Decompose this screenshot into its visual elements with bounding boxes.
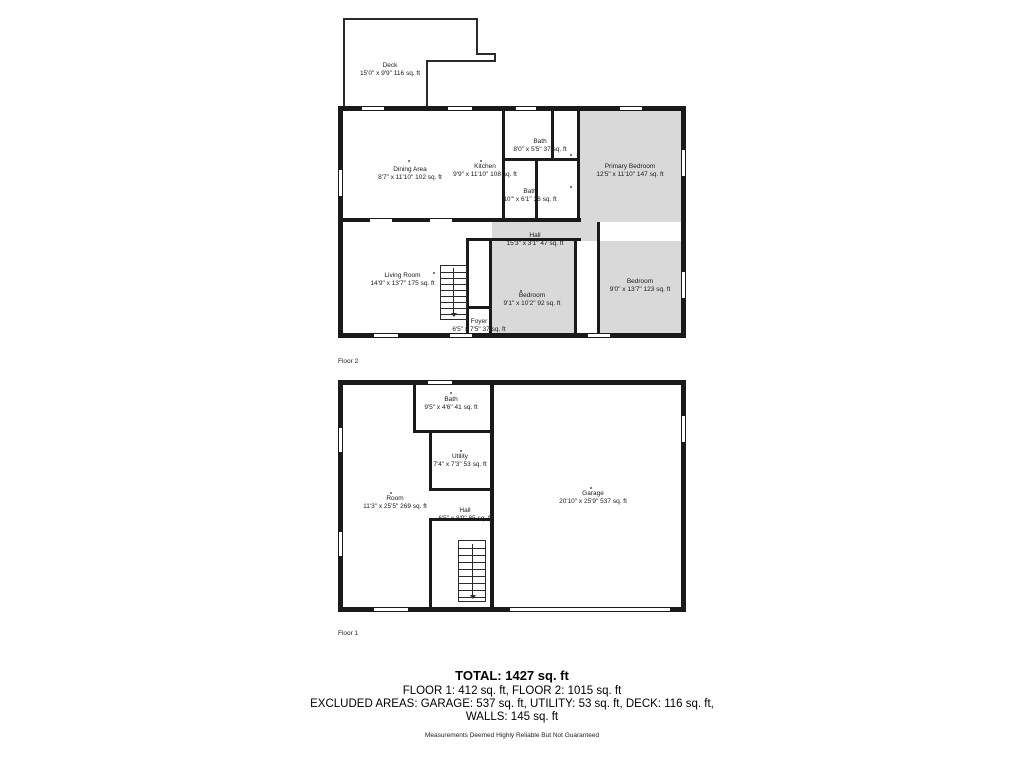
window-top-1 <box>362 107 384 110</box>
deck-wall-connector <box>426 60 476 62</box>
window-top-4 <box>620 107 642 110</box>
wall-utility-bottom <box>429 488 491 491</box>
room-label-bedroom-right: Bedroom 9'0" x 13'7" 123 sq. ft <box>609 278 671 294</box>
garage-door-bottom <box>510 608 670 611</box>
doorway-dining <box>370 219 392 222</box>
window-bottom-floor1-1 <box>374 608 408 611</box>
window-left-floor1-2 <box>339 532 342 556</box>
marker-dot <box>520 290 522 292</box>
marker-dot <box>433 272 435 274</box>
window-bottom-2 <box>588 334 610 337</box>
room-label-dining-area: Dining Area 8'7" x 11'10" 102 sq. ft <box>378 166 442 182</box>
window-right-floor1-1 <box>682 416 685 442</box>
walls-area-label: WALLS: 145 sq. ft <box>465 711 559 723</box>
floor1-exterior-wall-top <box>338 380 686 385</box>
window-right-2 <box>682 272 685 298</box>
room-label-utility: Utility 7'4" x 7'3" 53 sq. ft <box>433 453 487 469</box>
excluded-areas-label: EXCLUDED AREAS: GARAGE: 537 sq. ft, UTILITY: 53 sq. ft, DECK: 116 sq. ft, <box>310 698 714 710</box>
marker-dot <box>460 450 462 452</box>
window-left-1 <box>339 170 342 196</box>
room-label-bath-upper: Bath 8'0" x 5'5" 37 sq. ft <box>513 138 567 154</box>
floor-2-caption: Floor 2 <box>338 358 359 365</box>
marker-dot <box>408 160 410 162</box>
marker-dot <box>480 160 482 162</box>
room-label-bedroom-mid: Bedroom 9'1" x 10'2" 92 sq. ft <box>503 292 561 308</box>
marker-dot <box>570 154 572 156</box>
floor2-exterior-wall-left <box>338 106 343 338</box>
marker-dot <box>590 487 592 489</box>
deck-wall-top <box>343 18 478 20</box>
room-label-primary-bedroom: Primary Bedroom 12'5" x 11'10" 147 sq. ft <box>596 163 664 179</box>
deck-wall-left <box>343 18 345 108</box>
deck-wall-step-bottom <box>476 60 496 62</box>
area-summary <box>0 668 1024 739</box>
marker-dot <box>450 392 452 394</box>
disclaimer-text: Measurements Deemed Highly Reliable But Not Guaranteed <box>424 732 600 739</box>
marker-dot <box>570 186 572 188</box>
room-label-hall-floor2: Hall 15'3" x 3'1" 47 sq. ft <box>506 232 564 248</box>
window-bottom-1 <box>374 334 398 337</box>
floor-areas-label: FLOOR 1: 412 sq. ft, FLOOR 2: 1015 sq. ft <box>402 685 622 697</box>
room-label-hall-floor1: Hall 6'5" x 8'0" 85 sq. ft <box>438 507 492 523</box>
room-label-garage: Garage 20'10" x 25'9" 537 sq. ft <box>559 490 627 506</box>
wall-bath-separator <box>505 158 578 161</box>
floor-2-plan <box>330 10 695 370</box>
stairs-direction-arrow-floor1 <box>472 544 473 598</box>
wall-bath-bottom-floor1 <box>413 430 491 433</box>
wall-bedroom-mid-right <box>574 241 577 333</box>
deck-wall-right <box>476 18 478 54</box>
wall-hall-left-floor1 <box>429 518 432 612</box>
room-label-bath-lower: Bath 10'" x 6'1" 36 sq. ft <box>503 188 557 204</box>
room-label-foyer: Foyer 6'5" x 7'5" 37 sq. ft <box>452 318 506 334</box>
window-left-floor1-1 <box>339 428 342 452</box>
doorway-kitchen <box>430 219 452 222</box>
room-label-kitchen: Kitchen 9'9" x 11'10" 108 sq. ft <box>453 163 517 179</box>
floor1-exterior-wall-right <box>681 380 686 612</box>
window-top-3 <box>516 107 536 110</box>
window-top-floor1-1 <box>428 381 452 384</box>
floor-1-plan <box>330 372 695 642</box>
room-label-room: Room 11'3" x 25'5" 269 sq. ft <box>363 495 427 511</box>
room-label-living-room: Living Room 14'9" x 13'7" 175 sq. ft <box>370 272 435 288</box>
floor2-exterior-wall-right <box>681 106 686 338</box>
wall-garage-divider <box>490 380 494 612</box>
window-top-2 <box>448 107 472 110</box>
door-bottom-foyer <box>450 334 472 337</box>
total-area-label: TOTAL: 1427 sq. ft <box>455 668 569 683</box>
marker-dot <box>390 492 392 494</box>
deck-wall-step-top <box>476 53 496 55</box>
room-label-bath-floor1-real: Bath 9'5" x 4'6" 41 sq. ft <box>424 396 478 412</box>
room-label-deck: Deck 15'0" x 9'9" 116 sq. ft <box>359 62 421 78</box>
floor-1-caption: Floor 1 <box>338 630 359 637</box>
